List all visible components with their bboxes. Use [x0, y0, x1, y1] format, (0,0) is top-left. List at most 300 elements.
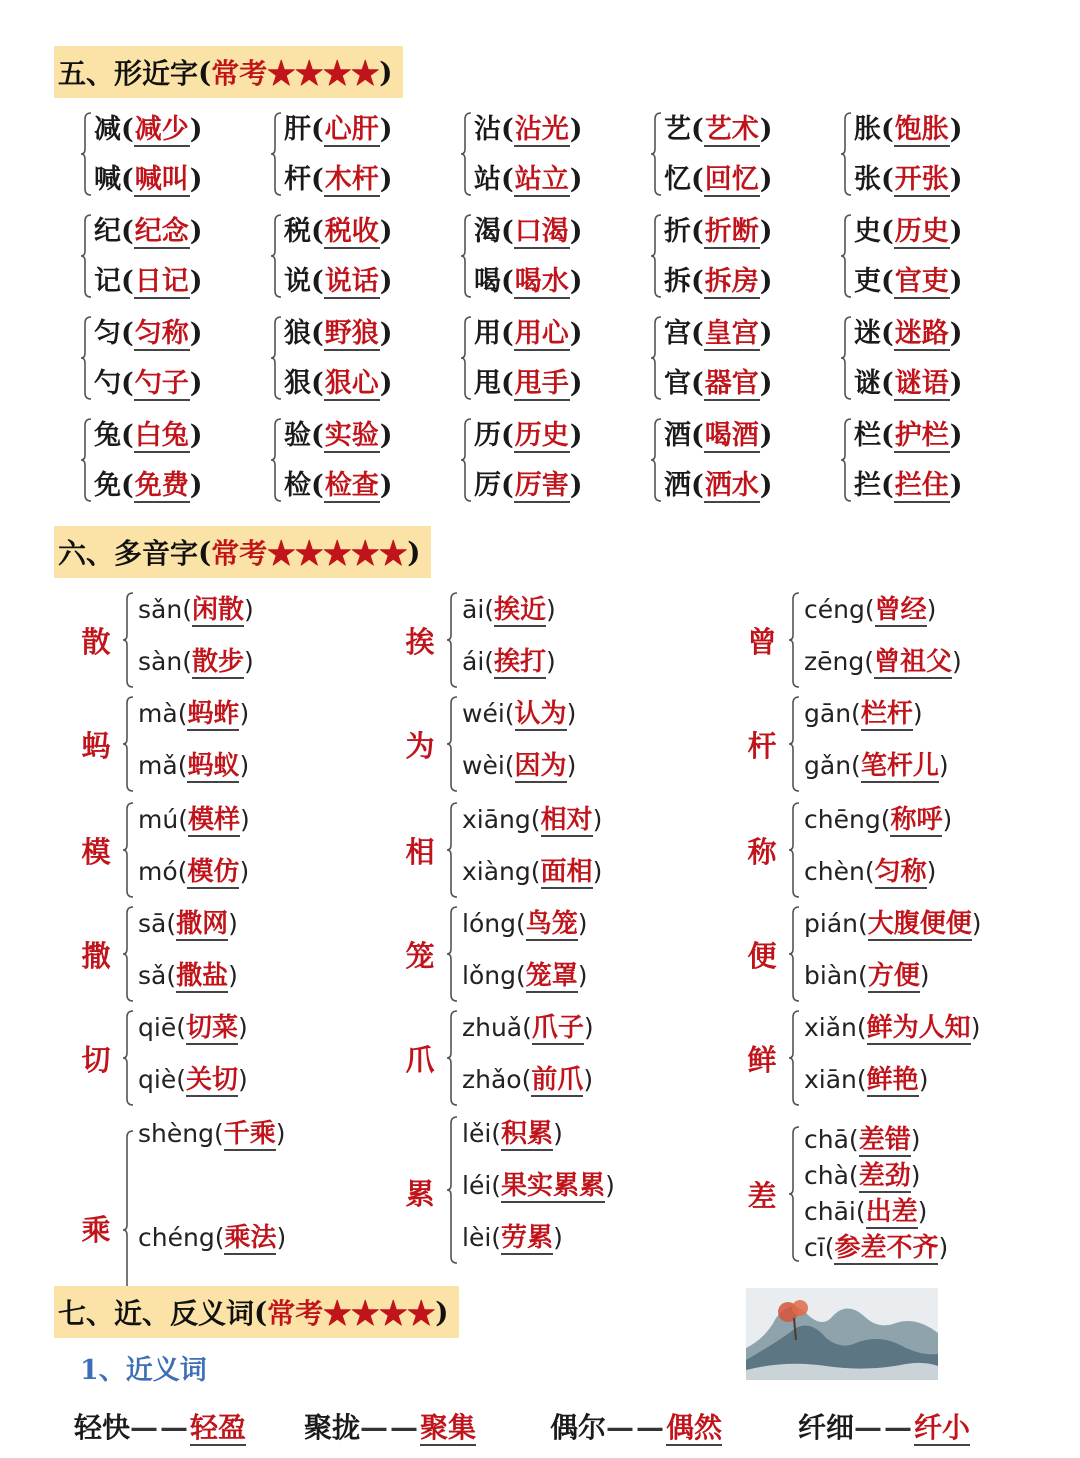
entry-character: 喊 — [94, 164, 121, 195]
close-paren: ) — [949, 368, 963, 399]
example-word: 喝酒 — [704, 420, 759, 451]
similar-char-entry — [854, 362, 963, 406]
open-paren: ( — [121, 164, 134, 195]
example-word: 喝水 — [514, 266, 569, 297]
entry-character: 狼 — [284, 318, 311, 349]
similar-char-entry — [474, 108, 583, 152]
open-paren: ( — [504, 751, 515, 780]
similar-char-entry — [284, 362, 393, 406]
similar-char-entry — [94, 312, 203, 356]
close-paren: ) — [237, 1065, 248, 1094]
open-paren: ( — [881, 420, 894, 451]
close-paren: ) — [569, 318, 583, 349]
close-paren: ) — [189, 368, 203, 399]
example-word: 撒网 — [176, 909, 229, 939]
polyphonic-character: 挨 — [405, 625, 435, 659]
left-brace-icon — [840, 112, 852, 196]
similar-char-group — [80, 412, 230, 508]
left-brace-icon — [446, 1010, 458, 1106]
polyphonic-character: 便 — [747, 939, 777, 973]
example-word: 相对 — [540, 805, 593, 835]
similar-char-entry — [94, 362, 203, 406]
reading-entry — [804, 954, 930, 998]
close-paren: ) — [379, 164, 393, 195]
example-word: 野狼 — [324, 318, 379, 349]
entry-character: 官 — [664, 368, 691, 399]
example-word: 模仿 — [187, 857, 240, 887]
example-word: 关切 — [185, 1065, 238, 1095]
close-paren: ) — [912, 699, 923, 728]
similar-char-group — [650, 310, 800, 406]
example-word: 笼罩 — [525, 961, 578, 991]
open-paren: ( — [178, 805, 188, 834]
section-5-close-paren: ) — [379, 55, 393, 89]
close-paren: ) — [189, 266, 203, 297]
reading-entry — [804, 1230, 948, 1266]
example-word: 器官 — [704, 368, 759, 399]
left-brace-icon — [460, 214, 472, 298]
entry-character: 胀 — [854, 114, 881, 145]
close-paren: ) — [759, 470, 773, 501]
similar-char-entry — [474, 158, 583, 202]
example-word: 面相 — [540, 857, 593, 887]
close-paren: ) — [759, 216, 773, 247]
example-word: 回忆 — [704, 164, 759, 195]
open-paren: ( — [691, 114, 704, 145]
entry-character: 谜 — [854, 368, 881, 399]
close-paren: ) — [569, 420, 583, 451]
pinyin: lóng — [462, 909, 516, 938]
open-paren: ( — [121, 420, 134, 451]
polyphonic-character: 差 — [747, 1179, 777, 1213]
left-brace-icon — [122, 1010, 134, 1106]
open-paren: ( — [691, 164, 704, 195]
open-paren: ( — [848, 1161, 859, 1190]
open-paren: ( — [501, 114, 514, 145]
open-paren: ( — [515, 909, 526, 938]
entry-character: 栏 — [854, 420, 881, 451]
pinyin: chèn — [804, 857, 865, 886]
left-brace-icon — [650, 112, 662, 196]
left-brace-icon — [446, 906, 458, 1002]
example-word: 劳累 — [501, 1223, 554, 1253]
similar-char-entry — [664, 158, 773, 202]
similar-char-group — [840, 208, 990, 304]
close-paren: ) — [189, 216, 203, 247]
close-paren: ) — [592, 805, 603, 834]
example-word: 前爪 — [531, 1065, 584, 1095]
close-paren: ) — [228, 961, 238, 990]
open-paren: ( — [182, 647, 192, 676]
example-word: 实验 — [324, 420, 379, 451]
example-word: 心肝 — [324, 114, 379, 145]
example-word: 爪子 — [531, 1013, 584, 1043]
reading-entry — [462, 1058, 593, 1102]
similar-char-entry — [854, 260, 963, 304]
close-paren: ) — [379, 470, 393, 501]
entry-character: 酒 — [664, 420, 691, 451]
pinyin: āi — [462, 595, 485, 624]
section-6-number: 六、 — [58, 537, 115, 570]
example-word: 栏杆 — [860, 699, 913, 729]
similar-char-entry — [284, 210, 393, 254]
pinyin: léi — [462, 1171, 492, 1200]
example-word: 千乘 — [223, 1119, 276, 1149]
pinyin: gān — [804, 699, 852, 728]
open-paren: ( — [881, 216, 894, 247]
entry-character: 杆 — [284, 164, 311, 195]
entry-character: 渴 — [474, 216, 501, 247]
pinyin: gǎn — [804, 751, 852, 780]
reading-entry — [804, 640, 962, 684]
pinyin: lěi — [462, 1119, 492, 1148]
close-paren: ) — [949, 420, 963, 451]
synonym-pair — [798, 1404, 970, 1452]
open-paren: ( — [177, 699, 188, 728]
example-word: 差劲 — [858, 1161, 911, 1191]
example-word: 大腹便便 — [867, 909, 972, 939]
similar-char-entry — [94, 108, 203, 152]
example-word: 折断 — [704, 216, 759, 247]
similar-char-entry — [854, 158, 963, 202]
similar-char-entry — [94, 210, 203, 254]
close-paren: ) — [949, 114, 963, 145]
pinyin: chēng — [804, 805, 881, 834]
synonym-pair — [304, 1404, 476, 1452]
entry-character: 洒 — [664, 470, 691, 501]
close-paren: ) — [592, 857, 603, 886]
entry-character: 减 — [94, 114, 121, 145]
open-paren: ( — [691, 318, 704, 349]
entry-character: 纪 — [94, 216, 121, 247]
reading-entry — [462, 1164, 615, 1208]
open-paren: ( — [311, 470, 324, 501]
similar-char-entry — [284, 464, 393, 508]
reading-entry — [462, 1216, 563, 1260]
entry-character: 匀 — [94, 318, 121, 349]
left-brace-icon — [460, 418, 472, 502]
similar-char-entry — [664, 108, 773, 152]
open-paren: ( — [851, 699, 861, 728]
example-word: 检查 — [324, 470, 379, 501]
similar-char-entry — [664, 414, 773, 458]
open-paren: ( — [501, 470, 514, 501]
example-word: 迷路 — [894, 318, 949, 349]
example-word: 鲜艳 — [866, 1065, 919, 1095]
close-paren: ) — [566, 751, 577, 780]
entry-character: 免 — [94, 470, 121, 501]
entry-character: 税 — [284, 216, 311, 247]
pinyin: zēng — [804, 647, 865, 676]
left-brace-icon — [270, 316, 282, 400]
left-brace-icon — [788, 696, 800, 792]
synonym-answer: 偶然 — [666, 1411, 723, 1444]
word: 聚拢 — [304, 1411, 361, 1444]
similar-char-group — [270, 412, 420, 508]
similar-char-entry — [474, 260, 583, 304]
pinyin: mǎ — [138, 751, 178, 780]
close-paren: ) — [926, 595, 937, 624]
similar-char-group — [650, 412, 800, 508]
pinyin: biàn — [804, 961, 858, 990]
close-paren: ) — [577, 961, 588, 990]
section-6-open-paren: ( — [198, 535, 212, 569]
open-paren: ( — [501, 164, 514, 195]
example-word: 官吏 — [894, 266, 949, 297]
pinyin: wèi — [462, 751, 505, 780]
pinyin: mú — [138, 805, 179, 834]
section-5-tag: 常考★★★★ — [211, 57, 380, 90]
entry-character: 历 — [474, 420, 501, 451]
entry-character: 张 — [854, 164, 881, 195]
left-brace-icon — [446, 696, 458, 792]
close-paren: ) — [553, 1223, 563, 1252]
left-brace-icon — [80, 316, 92, 400]
close-paren: ) — [759, 164, 773, 195]
close-paren: ) — [379, 318, 393, 349]
open-paren: ( — [484, 595, 495, 624]
reading-entry — [138, 1112, 286, 1156]
left-brace-icon — [80, 418, 92, 502]
polyphonic-character: 相 — [405, 835, 435, 869]
open-paren: ( — [177, 751, 188, 780]
close-paren: ) — [379, 114, 393, 145]
example-word: 艺术 — [704, 114, 759, 145]
section-7-title: 近、反义词 — [114, 1297, 255, 1330]
similar-char-group — [460, 208, 610, 304]
similar-char-entry — [854, 414, 963, 458]
close-paren: ) — [189, 114, 203, 145]
reading-entry — [462, 744, 576, 788]
open-paren: ( — [881, 470, 894, 501]
open-paren: ( — [311, 318, 324, 349]
close-paren: ) — [583, 1013, 594, 1042]
entry-character: 兔 — [94, 420, 121, 451]
example-word: 撒盐 — [176, 961, 229, 991]
open-paren: ( — [881, 266, 894, 297]
example-word: 认为 — [514, 699, 567, 729]
word: 轻快 — [74, 1411, 131, 1444]
example-word: 挨打 — [494, 647, 547, 677]
open-paren: ( — [491, 1223, 502, 1252]
similar-char-group — [650, 208, 800, 304]
close-paren: ) — [566, 699, 577, 728]
open-paren: ( — [864, 857, 875, 886]
pinyin: qiē — [138, 1013, 177, 1042]
pinyin: sǎ — [138, 961, 167, 990]
example-word: 免费 — [134, 470, 189, 501]
close-paren: ) — [910, 1161, 921, 1190]
open-paren: ( — [691, 216, 704, 247]
section-6-header — [54, 526, 431, 578]
dash-separator: —— — [360, 1411, 421, 1444]
close-paren: ) — [276, 1223, 287, 1252]
example-word: 切菜 — [185, 1013, 238, 1043]
similar-char-group — [270, 106, 420, 202]
section-6-tag: 常考★★★★★ — [211, 537, 408, 570]
pinyin: xiǎn — [804, 1013, 857, 1042]
similar-char-entry — [664, 312, 773, 356]
example-word: 洒水 — [704, 470, 759, 501]
open-paren: ( — [311, 216, 324, 247]
similar-char-group — [80, 208, 230, 304]
section-7-number: 七、 — [58, 1297, 115, 1330]
left-brace-icon — [788, 1010, 800, 1106]
close-paren: ) — [949, 164, 963, 195]
example-word: 挨近 — [494, 595, 547, 625]
reading-entry — [138, 588, 254, 632]
similar-char-group — [80, 106, 230, 202]
close-paren: ) — [379, 216, 393, 247]
open-paren: ( — [515, 961, 526, 990]
example-word: 说话 — [324, 266, 379, 297]
close-paren: ) — [918, 1065, 929, 1094]
open-paren: ( — [182, 595, 192, 624]
entry-character: 宫 — [664, 318, 691, 349]
close-paren: ) — [569, 266, 583, 297]
close-paren: ) — [949, 318, 963, 349]
close-paren: ) — [759, 114, 773, 145]
example-word: 谜语 — [894, 368, 949, 399]
polyphonic-character: 称 — [747, 835, 777, 869]
open-paren: ( — [856, 1013, 867, 1042]
close-paren: ) — [949, 470, 963, 501]
entry-character: 艺 — [664, 114, 691, 145]
close-paren: ) — [239, 857, 250, 886]
open-paren: ( — [691, 368, 704, 399]
open-paren: ( — [881, 114, 894, 145]
close-paren: ) — [275, 1119, 286, 1148]
open-paren: ( — [501, 266, 514, 297]
reading-entry — [462, 798, 602, 842]
close-paren: ) — [952, 647, 962, 676]
close-paren: ) — [239, 699, 250, 728]
similar-char-group — [460, 310, 610, 406]
polyphonic-character: 模 — [81, 835, 111, 869]
open-paren: ( — [213, 1119, 224, 1148]
similar-char-entry — [474, 464, 583, 508]
example-word: 闲散 — [191, 595, 244, 625]
open-paren: ( — [530, 805, 541, 834]
reading-entry — [138, 902, 238, 946]
left-brace-icon — [446, 1116, 458, 1264]
open-paren: ( — [311, 164, 324, 195]
section-6-title: 多音字 — [114, 537, 199, 570]
pinyin: xiāng — [462, 805, 531, 834]
close-paren: ) — [239, 805, 250, 834]
section-7-open-paren: ( — [254, 1295, 268, 1329]
example-word: 鲜为人知 — [866, 1013, 971, 1043]
close-paren: ) — [239, 751, 250, 780]
polyphonic-character: 乘 — [81, 1213, 111, 1247]
open-paren: ( — [484, 647, 495, 676]
similar-char-group — [840, 106, 990, 202]
open-paren: ( — [504, 699, 515, 728]
open-paren: ( — [881, 368, 894, 399]
example-word: 纪念 — [134, 216, 189, 247]
entry-character: 吏 — [854, 266, 881, 297]
close-paren: ) — [919, 961, 930, 990]
close-paren: ) — [577, 909, 588, 938]
open-paren: ( — [121, 114, 134, 145]
reading-entry — [462, 850, 602, 894]
open-paren: ( — [166, 909, 177, 938]
left-brace-icon — [122, 906, 134, 1002]
example-word: 参差不齐 — [834, 1233, 939, 1263]
left-brace-icon — [788, 1126, 800, 1262]
similar-char-entry — [664, 210, 773, 254]
open-paren: ( — [521, 1065, 532, 1094]
example-word: 甩手 — [514, 368, 569, 399]
reading-entry — [138, 850, 249, 894]
open-paren: ( — [501, 368, 514, 399]
close-paren: ) — [759, 420, 773, 451]
reading-entry — [138, 1058, 248, 1102]
open-paren: ( — [176, 1065, 186, 1094]
left-brace-icon — [446, 802, 458, 898]
close-paren: ) — [569, 114, 583, 145]
polyphonic-character: 爪 — [405, 1043, 435, 1077]
left-brace-icon — [788, 592, 800, 688]
entry-character: 检 — [284, 470, 311, 501]
example-word: 鸟笼 — [525, 909, 578, 939]
open-paren: ( — [848, 1125, 859, 1154]
similar-char-entry — [94, 464, 203, 508]
left-brace-icon — [650, 418, 662, 502]
pinyin: wéi — [462, 699, 505, 728]
open-paren: ( — [864, 595, 875, 624]
close-paren: ) — [237, 1013, 248, 1042]
reading-entry — [138, 954, 238, 998]
synonyms-subheading: 1、近义词 — [80, 1355, 207, 1386]
open-paren: ( — [691, 470, 704, 501]
example-word: 口渴 — [514, 216, 569, 247]
close-paren: ) — [189, 164, 203, 195]
example-word: 称呼 — [890, 805, 943, 835]
polyphonic-character: 切 — [81, 1043, 111, 1077]
similar-char-entry — [284, 312, 393, 356]
open-paren: ( — [121, 368, 134, 399]
left-brace-icon — [788, 802, 800, 898]
pinyin: cī — [804, 1233, 825, 1262]
entry-character: 肝 — [284, 114, 311, 145]
left-brace-icon — [840, 214, 852, 298]
example-word: 曾祖父 — [873, 647, 952, 677]
example-word: 散步 — [191, 647, 244, 677]
landscape-painting — [746, 1288, 938, 1380]
close-paren: ) — [942, 805, 953, 834]
example-word: 出差 — [865, 1197, 918, 1227]
open-paren: ( — [881, 318, 894, 349]
similar-char-entry — [664, 260, 773, 304]
close-paren: ) — [605, 1171, 615, 1200]
close-paren: ) — [379, 266, 393, 297]
close-paren: ) — [949, 216, 963, 247]
similar-char-group — [270, 208, 420, 304]
left-brace-icon — [80, 112, 92, 196]
close-paren: ) — [938, 1233, 949, 1262]
close-paren: ) — [970, 1013, 981, 1042]
reading-entry — [138, 1006, 248, 1050]
example-word: 差错 — [858, 1125, 911, 1155]
open-paren: ( — [691, 420, 704, 451]
similar-char-entry — [94, 158, 203, 202]
similar-char-entry — [474, 414, 583, 458]
entry-character: 狠 — [284, 368, 311, 399]
reading-entry — [138, 798, 250, 842]
close-paren: ) — [379, 368, 393, 399]
reading-entry — [138, 692, 249, 736]
